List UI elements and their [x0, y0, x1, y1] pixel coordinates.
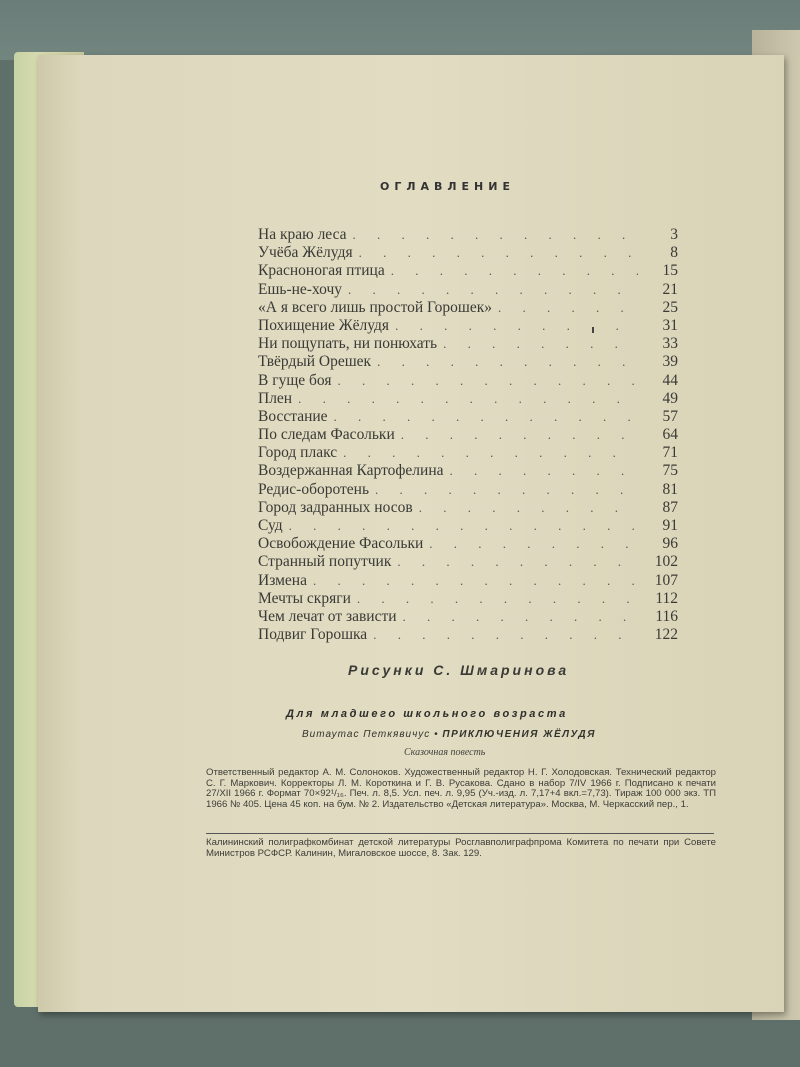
- toc-leader-dots: [359, 244, 638, 262]
- toc-entry: [258, 390, 678, 408]
- toc-list: [258, 226, 678, 644]
- author-title-line: [302, 729, 662, 740]
- toc-entry-page: 3: [670, 226, 678, 243]
- toc-leader-dots: [498, 299, 638, 317]
- ink-mark: [592, 327, 594, 333]
- toc-entry: [258, 244, 678, 262]
- separator-bullet: •: [434, 729, 439, 740]
- toc-entry: [258, 517, 678, 535]
- toc-entry: [258, 226, 678, 244]
- toc-entry-page: 49: [662, 389, 678, 407]
- toc-heading: ОГЛАВЛЕНИЕ: [380, 180, 515, 193]
- genre-label: Сказочная повесть: [404, 747, 486, 758]
- toc-entry-page: 75: [662, 462, 678, 480]
- background: [0, 0, 800, 60]
- age-group-label: Для младшего школьного возраста: [286, 708, 568, 720]
- book-title: ПРИКЛЮЧЕНИЯ ЖЁЛУДЯ: [442, 729, 596, 740]
- toc-entry: [258, 444, 678, 462]
- toc-entry-title: Освобождение Фасольки: [258, 535, 424, 553]
- toc-leader-dots: [353, 226, 638, 244]
- printer-text: Калининский полиграфкомбинат детской литературы Росглавполиграфпрома Комитета по печати при Совете Министров РСФСР. Калинин, Мигаловское шоссе, 8. Зак. 129.: [206, 837, 716, 859]
- toc-entry-page: 33: [662, 335, 678, 353]
- toc-entry-page: 107: [654, 571, 678, 589]
- toc-leader-dots: [298, 390, 638, 408]
- toc-leader-dots: [334, 408, 638, 426]
- toc-entry: [258, 499, 678, 517]
- toc-entry-page: 15: [662, 262, 678, 280]
- imprint-text: Ответственный редактор А. М. Солоноков. Художественный редактор Н. Г. Холодовская. Технический редактор С. Г. Маркович. Корректоры Л. М. Короткина и Г. В. Русакова. Сдано в набор 7/IV 1966 г. Подписано к печати 27/XII 1966 г. Формат 70×92¹/₁₆. Печ. л. 8,5. Усл. печ. л. 9,95 (Уч.-изд. л. 7,17+4 вкл.=7,73). Тираж 100 000 экз. ТП 1966 № 405. Цена 45 коп. на бум. № 2. Издательство «Детская литература». Москва, М. Черкасский пер., 1.: [206, 767, 716, 810]
- toc-entry: [258, 535, 678, 553]
- toc-entry: [258, 372, 678, 390]
- toc-entry: [258, 481, 678, 499]
- toc-entry-title: Красноногая птица: [258, 262, 385, 280]
- toc-leader-dots: [337, 372, 638, 390]
- toc-leader-dots: [397, 553, 638, 571]
- toc-leader-dots: [391, 262, 638, 280]
- toc-entry-page: 39: [662, 353, 678, 371]
- toc-entry: [258, 553, 678, 571]
- toc-leader-dots: [289, 517, 638, 535]
- toc-entry-title: Редис-оборотень: [258, 480, 370, 498]
- toc-entry: [258, 281, 678, 299]
- toc-entry-title: Суд: [258, 517, 283, 534]
- toc-leader-dots: [403, 608, 638, 626]
- toc-entry-page: 57: [662, 407, 678, 425]
- toc-entry-title: В гуще боя: [258, 371, 332, 389]
- toc-entry: [258, 408, 678, 426]
- toc-entry: [258, 608, 678, 626]
- toc-entry-page: 122: [654, 626, 678, 644]
- toc-entry: [258, 335, 678, 353]
- toc-leader-dots: [377, 353, 638, 371]
- toc-entry-title: Ешь-не-хочу: [258, 280, 343, 298]
- toc-entry-title: По следам Фасольки: [258, 426, 395, 444]
- toc-entry: [258, 299, 678, 317]
- toc-entry-title: Учёба Жёлудя: [258, 244, 353, 262]
- illustrator-credit: Рисунки С. Шмаринова: [348, 662, 570, 678]
- toc-leader-dots: [450, 462, 638, 480]
- toc-entry: [258, 626, 678, 644]
- toc-entry-title: Чем лечат от зависти: [258, 607, 397, 625]
- toc-entry: [258, 317, 678, 335]
- toc-leader-dots: [348, 281, 638, 299]
- toc-entry-page: 25: [662, 298, 678, 316]
- toc-entry-page: 21: [662, 280, 678, 298]
- author-name: Витаутас Петкявичус: [302, 729, 431, 740]
- toc-leader-dots: [443, 335, 638, 353]
- toc-entry: [258, 262, 678, 280]
- toc-entry-page: 116: [655, 607, 678, 625]
- toc-leader-dots: [401, 426, 638, 444]
- toc-leader-dots: [429, 535, 638, 553]
- toc-entry-page: 112: [655, 589, 678, 607]
- toc-entry-title: Твёрдый Орешек: [258, 353, 372, 371]
- toc-leader-dots: [357, 590, 638, 608]
- toc-entry-page: 44: [662, 371, 678, 389]
- toc-entry-title: Воздержанная Картофелина: [258, 462, 444, 480]
- toc-entry-title: Ни пощупать, ни понюхать: [258, 335, 438, 353]
- toc-entry-page: 64: [662, 426, 678, 444]
- toc-entry-title: На краю леса: [258, 226, 347, 243]
- toc-entry-title: Восстание: [258, 407, 328, 425]
- toc-entry: [258, 426, 678, 444]
- toc-entry-title: Похищение Жёлудя: [258, 316, 390, 334]
- toc-entry-title: Мечты скряги: [258, 589, 351, 607]
- toc-entry-title: Город плакс: [258, 444, 338, 462]
- toc-entry-title: Странный попутчик: [258, 553, 392, 571]
- divider: [206, 833, 714, 834]
- toc-leader-dots: [313, 572, 638, 590]
- toc-entry-page: 8: [670, 244, 678, 262]
- toc-entry-page: 31: [662, 316, 678, 334]
- toc-entry: [258, 590, 678, 608]
- toc-entry-page: 91: [662, 517, 678, 534]
- toc-entry-title: Плен: [258, 389, 293, 407]
- toc-entry-page: 87: [662, 498, 678, 516]
- toc-entry-page: 96: [662, 535, 678, 553]
- toc-entry-title: Подвиг Горошка: [258, 626, 368, 644]
- toc-leader-dots: [419, 499, 638, 517]
- toc-leader-dots: [373, 626, 638, 644]
- toc-entry-title: Город задранных носов: [258, 498, 413, 516]
- toc-entry-title: «А я всего лишь простой Горошек»: [258, 298, 492, 316]
- toc-entry: [258, 572, 678, 590]
- toc-entry: [258, 353, 678, 371]
- toc-leader-dots: [375, 481, 638, 499]
- toc-entry-title: Измена: [258, 571, 307, 589]
- toc-entry-page: 71: [662, 444, 678, 462]
- toc-entry-page: 81: [662, 480, 678, 498]
- toc-leader-dots: [395, 317, 638, 335]
- toc-leader-dots: [343, 444, 638, 462]
- toc-entry-page: 102: [654, 553, 678, 571]
- toc-entry: [258, 462, 678, 480]
